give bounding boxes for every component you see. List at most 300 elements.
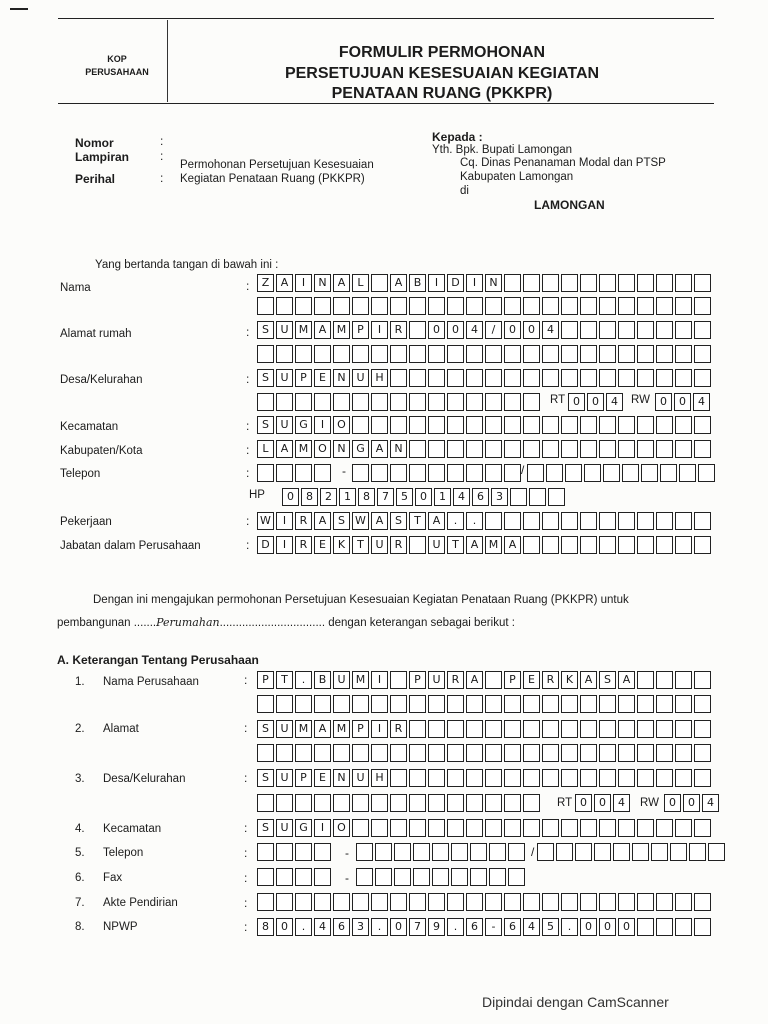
alamat-cont-box[interactable] <box>656 345 673 363</box>
hp-box[interactable] <box>548 488 565 506</box>
desa-box[interactable] <box>485 369 502 387</box>
telepon-num-box[interactable] <box>409 464 426 482</box>
jabatan-box[interactable] <box>409 536 426 554</box>
company-telepon-num-box[interactable] <box>413 843 430 861</box>
company-akte-box[interactable] <box>504 893 521 911</box>
alamat-box[interactable]: / <box>485 321 502 339</box>
company-kecamatan-box[interactable]: O <box>333 819 350 837</box>
company-desa-box[interactable] <box>542 769 559 787</box>
nama-cont-box[interactable] <box>675 297 692 315</box>
company-name-box[interactable]: P <box>257 671 274 689</box>
company-fax-num-box[interactable] <box>356 868 373 886</box>
nama-box[interactable] <box>637 274 654 292</box>
company-npwp-box[interactable]: 4 <box>523 918 540 936</box>
company-npwp-box[interactable]: 7 <box>409 918 426 936</box>
nama-box[interactable]: N <box>314 274 331 292</box>
company-akte-box[interactable] <box>333 893 350 911</box>
desa-box[interactable]: P <box>295 369 312 387</box>
kecamatan-box[interactable]: G <box>295 416 312 434</box>
company-name-cont-box[interactable] <box>447 695 464 713</box>
desa-cont-box[interactable] <box>409 393 426 411</box>
nama-cont-box[interactable] <box>390 297 407 315</box>
alamat-cont-box[interactable] <box>333 345 350 363</box>
nama-cont-box[interactable] <box>314 297 331 315</box>
pekerjaan-box[interactable]: T <box>409 512 426 530</box>
telepon-ext-box[interactable] <box>603 464 620 482</box>
company-telepon-num-box[interactable] <box>432 843 449 861</box>
company-name-box[interactable]: B <box>314 671 331 689</box>
company-name-cont-box[interactable] <box>618 695 635 713</box>
company-name-box[interactable]: A <box>580 671 597 689</box>
nama-cont-box[interactable] <box>295 297 312 315</box>
company-name-cont-box[interactable] <box>352 695 369 713</box>
company-fax-num-box[interactable] <box>508 868 525 886</box>
company-telepon-code-box[interactable] <box>276 843 293 861</box>
company-fax-num-box[interactable] <box>375 868 392 886</box>
company-kecamatan-box[interactable] <box>561 819 578 837</box>
hp-box[interactable]: 2 <box>320 488 337 506</box>
company-desa-box[interactable] <box>485 769 502 787</box>
kecamatan-box[interactable] <box>675 416 692 434</box>
nama-box[interactable] <box>618 274 635 292</box>
company-name-box[interactable]: I <box>371 671 388 689</box>
kecamatan-box[interactable] <box>504 416 521 434</box>
company-desa-box[interactable]: S <box>257 769 274 787</box>
kabupaten-box[interactable] <box>447 440 464 458</box>
company-name-cont-box[interactable] <box>485 695 502 713</box>
kecamatan-box[interactable] <box>637 416 654 434</box>
nama-cont-box[interactable] <box>333 297 350 315</box>
company-kecamatan-box[interactable] <box>390 819 407 837</box>
jabatan-box[interactable] <box>523 536 540 554</box>
company-akte-box[interactable] <box>580 893 597 911</box>
company-name-box[interactable]: P <box>504 671 521 689</box>
jabatan-box[interactable] <box>561 536 578 554</box>
nama-cont-box[interactable] <box>542 297 559 315</box>
kabupaten-box[interactable] <box>637 440 654 458</box>
company-address-cont-box[interactable] <box>409 744 426 762</box>
company-desa-cont-box[interactable] <box>352 794 369 812</box>
company-telepon-ext-box[interactable] <box>575 843 592 861</box>
kabupaten-box[interactable] <box>409 440 426 458</box>
telepon-num-box[interactable] <box>390 464 407 482</box>
alamat-cont-box[interactable] <box>276 345 293 363</box>
hp-box[interactable]: 4 <box>453 488 470 506</box>
company-desa-cont-box[interactable] <box>257 794 274 812</box>
company-npwp-box[interactable]: 8 <box>257 918 274 936</box>
company-desa-cont-box[interactable] <box>523 794 540 812</box>
company-desa-box[interactable] <box>656 769 673 787</box>
company-telepon-ext-box[interactable] <box>670 843 687 861</box>
alamat-cont-box[interactable] <box>523 345 540 363</box>
company-desa-box[interactable] <box>390 769 407 787</box>
telepon-code-box[interactable] <box>295 464 312 482</box>
company-address-cont-box[interactable] <box>504 744 521 762</box>
kabupaten-box[interactable] <box>542 440 559 458</box>
company-name-cont-box[interactable] <box>314 695 331 713</box>
company-npwp-box[interactable]: 3 <box>352 918 369 936</box>
hp-box[interactable]: 0 <box>282 488 299 506</box>
hp-box[interactable]: 1 <box>339 488 356 506</box>
company-address-cont-box[interactable] <box>257 744 274 762</box>
nama-box[interactable]: B <box>409 274 426 292</box>
pekerjaan-box[interactable]: . <box>447 512 464 530</box>
nama-box[interactable]: A <box>390 274 407 292</box>
company-address-cont-box[interactable] <box>390 744 407 762</box>
nama-box[interactable] <box>542 274 559 292</box>
company-kecamatan-box[interactable] <box>447 819 464 837</box>
nama-box[interactable] <box>523 274 540 292</box>
alamat-box[interactable]: M <box>295 321 312 339</box>
company-name-box[interactable]: P <box>409 671 426 689</box>
nama-box[interactable] <box>504 274 521 292</box>
company-desa-box[interactable] <box>523 769 540 787</box>
desa-cont-box[interactable] <box>352 393 369 411</box>
alamat-cont-box[interactable] <box>561 345 578 363</box>
telepon-ext-box[interactable] <box>565 464 582 482</box>
desa-box[interactable] <box>656 369 673 387</box>
company-npwp-box[interactable]: 6 <box>333 918 350 936</box>
company-name-cont-box[interactable] <box>637 695 654 713</box>
kecamatan-box[interactable] <box>599 416 616 434</box>
company-npwp-box[interactable]: 6 <box>504 918 521 936</box>
company-address-box[interactable]: A <box>314 720 331 738</box>
kabupaten-box[interactable] <box>656 440 673 458</box>
company-kecamatan-box[interactable] <box>580 819 597 837</box>
pekerjaan-box[interactable] <box>485 512 502 530</box>
company-npwp-box[interactable]: 4 <box>314 918 331 936</box>
jabatan-box[interactable]: I <box>276 536 293 554</box>
jabatan-box[interactable]: U <box>371 536 388 554</box>
company-fax-num-box[interactable] <box>394 868 411 886</box>
kabupaten-box[interactable] <box>675 440 692 458</box>
nama-box[interactable]: A <box>276 274 293 292</box>
company-address-cont-box[interactable] <box>466 744 483 762</box>
company-akte-box[interactable] <box>447 893 464 911</box>
kabupaten-box[interactable]: O <box>314 440 331 458</box>
telepon-ext-box[interactable] <box>622 464 639 482</box>
telepon-ext-box[interactable] <box>698 464 715 482</box>
company-desa-cont-box[interactable] <box>276 794 293 812</box>
telepon-ext-box[interactable] <box>527 464 544 482</box>
pekerjaan-box[interactable] <box>618 512 635 530</box>
company-name-cont-box[interactable] <box>542 695 559 713</box>
pekerjaan-box[interactable]: S <box>333 512 350 530</box>
company-akte-box[interactable] <box>352 893 369 911</box>
company-kecamatan-box[interactable] <box>504 819 521 837</box>
company-telepon-num-box[interactable] <box>451 843 468 861</box>
company-address-box[interactable] <box>675 720 692 738</box>
nama-box[interactable] <box>599 274 616 292</box>
company-kecamatan-box[interactable] <box>675 819 692 837</box>
company-telepon-ext-box[interactable] <box>632 843 649 861</box>
jabatan-box[interactable]: U <box>428 536 445 554</box>
nama-box[interactable]: L <box>352 274 369 292</box>
pekerjaan-box[interactable]: . <box>466 512 483 530</box>
kabupaten-box[interactable]: A <box>371 440 388 458</box>
pekerjaan-box[interactable] <box>637 512 654 530</box>
company-npwp-box[interactable]: . <box>371 918 388 936</box>
jabatan-box[interactable] <box>599 536 616 554</box>
company-name-cont-box[interactable] <box>295 695 312 713</box>
desa-box[interactable]: E <box>314 369 331 387</box>
company-address-box[interactable]: S <box>257 720 274 738</box>
desa-rt-box[interactable]: 0 <box>587 393 604 411</box>
desa-cont-box[interactable] <box>447 393 464 411</box>
company-name-cont-box[interactable] <box>428 695 445 713</box>
alamat-cont-box[interactable] <box>542 345 559 363</box>
kabupaten-box[interactable] <box>618 440 635 458</box>
company-address-box[interactable] <box>599 720 616 738</box>
company-name-box[interactable]: U <box>428 671 445 689</box>
desa-cont-box[interactable] <box>523 393 540 411</box>
company-kecamatan-box[interactable] <box>542 819 559 837</box>
company-fax-code-box[interactable] <box>314 868 331 886</box>
company-desa-box[interactable]: N <box>333 769 350 787</box>
company-desa-cont-box[interactable] <box>295 794 312 812</box>
company-desa-cont-box[interactable] <box>466 794 483 812</box>
nama-cont-box[interactable] <box>504 297 521 315</box>
kabupaten-box[interactable] <box>428 440 445 458</box>
alamat-box[interactable]: 4 <box>542 321 559 339</box>
jabatan-box[interactable] <box>637 536 654 554</box>
company-rw-box[interactable]: 0 <box>683 794 700 812</box>
company-telepon-ext-box[interactable] <box>689 843 706 861</box>
company-telepon-num-box[interactable] <box>375 843 392 861</box>
company-address-box[interactable] <box>618 720 635 738</box>
company-telepon-ext-box[interactable] <box>594 843 611 861</box>
company-telepon-ext-box[interactable] <box>556 843 573 861</box>
alamat-cont-box[interactable] <box>409 345 426 363</box>
desa-box[interactable]: S <box>257 369 274 387</box>
company-address-cont-box[interactable] <box>314 744 331 762</box>
company-name-box[interactable]: R <box>542 671 559 689</box>
company-address-box[interactable] <box>694 720 711 738</box>
nama-cont-box[interactable] <box>656 297 673 315</box>
jabatan-box[interactable] <box>542 536 559 554</box>
company-akte-box[interactable] <box>694 893 711 911</box>
alamat-box[interactable]: M <box>333 321 350 339</box>
company-npwp-box[interactable] <box>656 918 673 936</box>
company-npwp-box[interactable] <box>637 918 654 936</box>
company-desa-cont-box[interactable] <box>447 794 464 812</box>
company-address-box[interactable] <box>447 720 464 738</box>
desa-box[interactable] <box>466 369 483 387</box>
company-address-cont-box[interactable] <box>580 744 597 762</box>
pekerjaan-box[interactable]: W <box>352 512 369 530</box>
company-rt-box[interactable]: 0 <box>575 794 592 812</box>
company-name-box[interactable]: A <box>466 671 483 689</box>
company-desa-box[interactable]: U <box>276 769 293 787</box>
nama-cont-box[interactable] <box>352 297 369 315</box>
nama-cont-box[interactable] <box>466 297 483 315</box>
pekerjaan-box[interactable] <box>542 512 559 530</box>
jabatan-box[interactable] <box>580 536 597 554</box>
desa-box[interactable] <box>390 369 407 387</box>
desa-box[interactable] <box>694 369 711 387</box>
kecamatan-box[interactable] <box>561 416 578 434</box>
desa-box[interactable] <box>599 369 616 387</box>
company-fax-code-box[interactable] <box>276 868 293 886</box>
company-address-box[interactable]: U <box>276 720 293 738</box>
company-npwp-box[interactable]: . <box>295 918 312 936</box>
nama-box[interactable] <box>656 274 673 292</box>
alamat-cont-box[interactable] <box>371 345 388 363</box>
alamat-box[interactable]: 4 <box>466 321 483 339</box>
company-address-box[interactable]: I <box>371 720 388 738</box>
company-akte-box[interactable] <box>523 893 540 911</box>
company-fax-num-box[interactable] <box>489 868 506 886</box>
kecamatan-box[interactable] <box>618 416 635 434</box>
company-npwp-box[interactable]: - <box>485 918 502 936</box>
alamat-cont-box[interactable] <box>675 345 692 363</box>
company-desa-box[interactable] <box>428 769 445 787</box>
alamat-box[interactable] <box>409 321 426 339</box>
company-address-box[interactable] <box>428 720 445 738</box>
company-desa-box[interactable]: U <box>352 769 369 787</box>
company-name-cont-box[interactable] <box>371 695 388 713</box>
company-name-cont-box[interactable] <box>409 695 426 713</box>
alamat-cont-box[interactable] <box>295 345 312 363</box>
jabatan-box[interactable]: M <box>485 536 502 554</box>
telepon-num-box[interactable] <box>428 464 445 482</box>
company-telepon-code-box[interactable] <box>257 843 274 861</box>
company-name-box[interactable]: E <box>523 671 540 689</box>
kabupaten-box[interactable] <box>485 440 502 458</box>
hp-box[interactable]: 8 <box>358 488 375 506</box>
company-npwp-box[interactable]: 9 <box>428 918 445 936</box>
company-kecamatan-box[interactable] <box>428 819 445 837</box>
company-npwp-box[interactable]: . <box>447 918 464 936</box>
company-telepon-num-box[interactable] <box>489 843 506 861</box>
nama-box[interactable] <box>675 274 692 292</box>
company-akte-box[interactable] <box>371 893 388 911</box>
telepon-ext-box[interactable] <box>660 464 677 482</box>
pekerjaan-box[interactable] <box>504 512 521 530</box>
company-telepon-ext-box[interactable] <box>537 843 554 861</box>
kecamatan-box[interactable] <box>390 416 407 434</box>
company-kecamatan-box[interactable]: I <box>314 819 331 837</box>
pekerjaan-box[interactable] <box>561 512 578 530</box>
company-name-box[interactable] <box>485 671 502 689</box>
kecamatan-box[interactable] <box>428 416 445 434</box>
company-address-cont-box[interactable] <box>428 744 445 762</box>
company-desa-box[interactable] <box>409 769 426 787</box>
desa-box[interactable] <box>523 369 540 387</box>
kabupaten-box[interactable]: N <box>333 440 350 458</box>
company-name-cont-box[interactable] <box>599 695 616 713</box>
hp-box[interactable]: 0 <box>415 488 432 506</box>
jabatan-box[interactable] <box>694 536 711 554</box>
desa-rt-box[interactable]: 4 <box>606 393 623 411</box>
kabupaten-box[interactable] <box>599 440 616 458</box>
company-desa-box[interactable] <box>580 769 597 787</box>
company-fax-num-box[interactable] <box>470 868 487 886</box>
desa-box[interactable] <box>447 369 464 387</box>
alamat-box[interactable] <box>561 321 578 339</box>
nama-cont-box[interactable] <box>485 297 502 315</box>
company-address-box[interactable]: P <box>352 720 369 738</box>
company-name-cont-box[interactable] <box>504 695 521 713</box>
company-kecamatan-box[interactable] <box>599 819 616 837</box>
nama-box[interactable] <box>371 274 388 292</box>
telepon-num-box[interactable] <box>485 464 502 482</box>
company-npwp-box[interactable]: 0 <box>276 918 293 936</box>
company-address-cont-box[interactable] <box>599 744 616 762</box>
company-npwp-box[interactable]: 0 <box>618 918 635 936</box>
alamat-box[interactable] <box>580 321 597 339</box>
company-address-cont-box[interactable] <box>542 744 559 762</box>
pekerjaan-box[interactable] <box>523 512 540 530</box>
nama-cont-box[interactable] <box>371 297 388 315</box>
kabupaten-box[interactable] <box>694 440 711 458</box>
company-desa-box[interactable] <box>618 769 635 787</box>
company-npwp-box[interactable]: 5 <box>542 918 559 936</box>
company-address-box[interactable] <box>523 720 540 738</box>
company-telepon-ext-box[interactable] <box>651 843 668 861</box>
desa-box[interactable] <box>618 369 635 387</box>
company-desa-box[interactable] <box>561 769 578 787</box>
company-name-box[interactable]: U <box>333 671 350 689</box>
telepon-num-box[interactable] <box>447 464 464 482</box>
desa-cont-box[interactable] <box>466 393 483 411</box>
nama-box[interactable]: I <box>428 274 445 292</box>
kecamatan-box[interactable] <box>485 416 502 434</box>
company-address-cont-box[interactable] <box>618 744 635 762</box>
nama-cont-box[interactable] <box>694 297 711 315</box>
kecamatan-box[interactable] <box>352 416 369 434</box>
company-name-cont-box[interactable] <box>390 695 407 713</box>
company-address-box[interactable] <box>580 720 597 738</box>
kabupaten-box[interactable]: M <box>295 440 312 458</box>
alamat-cont-box[interactable] <box>447 345 464 363</box>
telepon-num-box[interactable] <box>504 464 521 482</box>
alamat-box[interactable]: 0 <box>428 321 445 339</box>
company-npwp-box[interactable] <box>675 918 692 936</box>
hp-box[interactable]: 6 <box>472 488 489 506</box>
company-desa-box[interactable] <box>466 769 483 787</box>
desa-box[interactable] <box>561 369 578 387</box>
company-fax-num-box[interactable] <box>451 868 468 886</box>
company-name-box[interactable] <box>675 671 692 689</box>
company-name-box[interactable]: S <box>599 671 616 689</box>
kabupaten-box[interactable]: L <box>257 440 274 458</box>
desa-rt-box[interactable]: 0 <box>568 393 585 411</box>
desa-cont-box[interactable] <box>276 393 293 411</box>
company-address-box[interactable] <box>504 720 521 738</box>
company-desa-cont-box[interactable] <box>485 794 502 812</box>
telepon-num-box[interactable] <box>371 464 388 482</box>
company-address-cont-box[interactable] <box>295 744 312 762</box>
pekerjaan-box[interactable]: S <box>390 512 407 530</box>
company-address-cont-box[interactable] <box>333 744 350 762</box>
desa-box[interactable]: H <box>371 369 388 387</box>
telepon-ext-box[interactable] <box>546 464 563 482</box>
company-kecamatan-box[interactable] <box>485 819 502 837</box>
hp-box[interactable]: 5 <box>396 488 413 506</box>
kecamatan-box[interactable]: U <box>276 416 293 434</box>
alamat-cont-box[interactable] <box>599 345 616 363</box>
company-name-box[interactable]: M <box>352 671 369 689</box>
nama-cont-box[interactable] <box>561 297 578 315</box>
company-desa-box[interactable] <box>599 769 616 787</box>
alamat-box[interactable]: 0 <box>523 321 540 339</box>
company-npwp-box[interactable]: . <box>561 918 578 936</box>
company-name-box[interactable]: A <box>618 671 635 689</box>
kecamatan-box[interactable] <box>523 416 540 434</box>
alamat-box[interactable]: A <box>314 321 331 339</box>
pekerjaan-box[interactable] <box>580 512 597 530</box>
